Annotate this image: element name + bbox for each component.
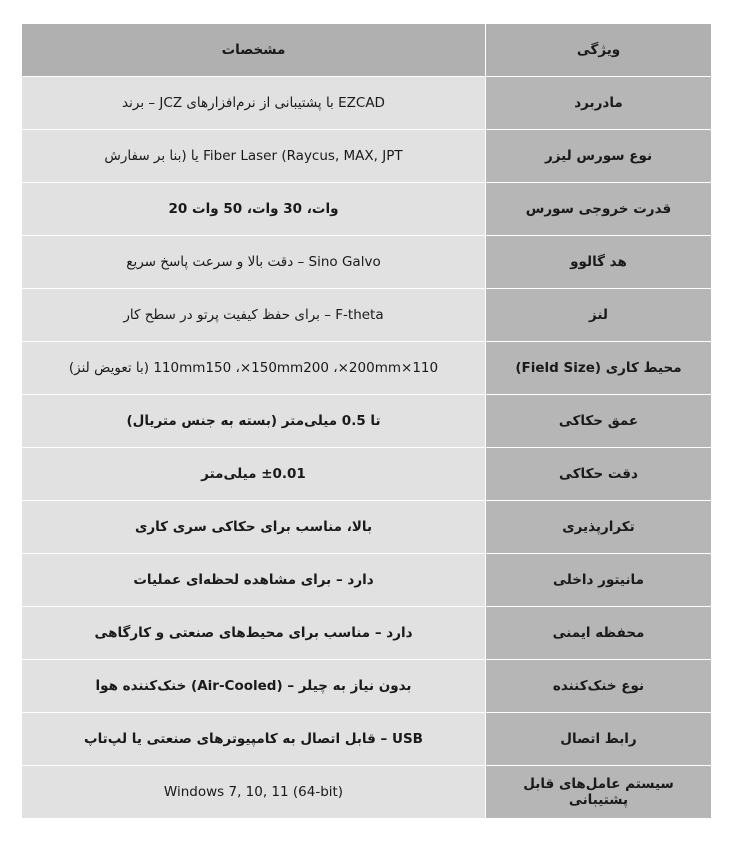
feature-cell: لنز: [486, 289, 712, 342]
value-cell: ±0.01 میلی‌متر: [22, 448, 486, 501]
value-cell: دارد – برای مشاهده لحظه‌ای عملیات: [22, 554, 486, 607]
value-cell: USB – قابل اتصال به کامپیوترهای صنعتی یا لپ‌تاپ: [22, 713, 486, 766]
feature-cell: نوع خنک‌کننده: [486, 660, 712, 713]
table-row: [22, 766, 712, 819]
table-row: [22, 342, 712, 395]
table-row: [22, 554, 712, 607]
table-row: [22, 130, 712, 183]
value-cell: Windows 7, 10, 11 (64-bit): [22, 766, 486, 819]
feature-cell: محفظه ایمنی: [486, 607, 712, 660]
value-cell: تا 0.5 میلی‌متر (بسته به جنس متریال): [22, 395, 486, 448]
table-row: [22, 501, 712, 554]
feature-cell: محیط کاری (Field Size): [486, 342, 712, 395]
table-row: [22, 448, 712, 501]
table-row: [22, 713, 712, 766]
table-row: [22, 77, 712, 130]
feature-cell: مانیتور داخلی: [486, 554, 712, 607]
table-row: [22, 395, 712, 448]
feature-cell: نوع سورس لیزر: [486, 130, 712, 183]
spec-table: [21, 23, 712, 819]
header-spec: مشخصات: [22, 24, 486, 77]
feature-cell: سیستم عامل‌های قابل پشتیبانی: [486, 766, 712, 819]
feature-cell: دقت حکاکی: [486, 448, 712, 501]
feature-cell: تکرارپذیری: [486, 501, 712, 554]
value-cell: بالا، مناسب برای حکاکی سری کاری: [22, 501, 486, 554]
table-row: [22, 183, 712, 236]
value-cell: Sino Galvo – دقت بالا و سرعت پاسخ سریع: [22, 236, 486, 289]
feature-cell: رابط اتصال: [486, 713, 712, 766]
feature-cell: مادربرد: [486, 77, 712, 130]
table-row: [22, 289, 712, 342]
table-row: [22, 236, 712, 289]
value-cell: بدون نیاز به چیلر – (Air-Cooled) خنک‌کننده هوا: [22, 660, 486, 713]
table-row: [22, 607, 712, 660]
value-cell: EZCAD با پشتیبانی از نرم‌افزارهای JCZ – برند: [22, 77, 486, 130]
value-cell: دارد – مناسب برای محیط‌های صنعتی و کارگاهی: [22, 607, 486, 660]
value-cell: وات، 30 وات، 50 وات 20: [22, 183, 486, 236]
header-feature: ویژگی: [486, 24, 712, 77]
feature-cell: عمق حکاکی: [486, 395, 712, 448]
value-cell: Fiber Laser (Raycus, MAX, JPT یا (بنا بر سفارش: [22, 130, 486, 183]
value-cell: F-theta – برای حفظ کیفیت پرتو در سطح کار: [22, 289, 486, 342]
feature-cell: قدرت خروجی سورس: [486, 183, 712, 236]
value-cell: 110×110mm150 ،×150mm200 ،×200mm (با تعویض لنز): [22, 342, 486, 395]
table-header-row: [22, 24, 712, 77]
table-row: [22, 660, 712, 713]
feature-cell: هد گالوو: [486, 236, 712, 289]
